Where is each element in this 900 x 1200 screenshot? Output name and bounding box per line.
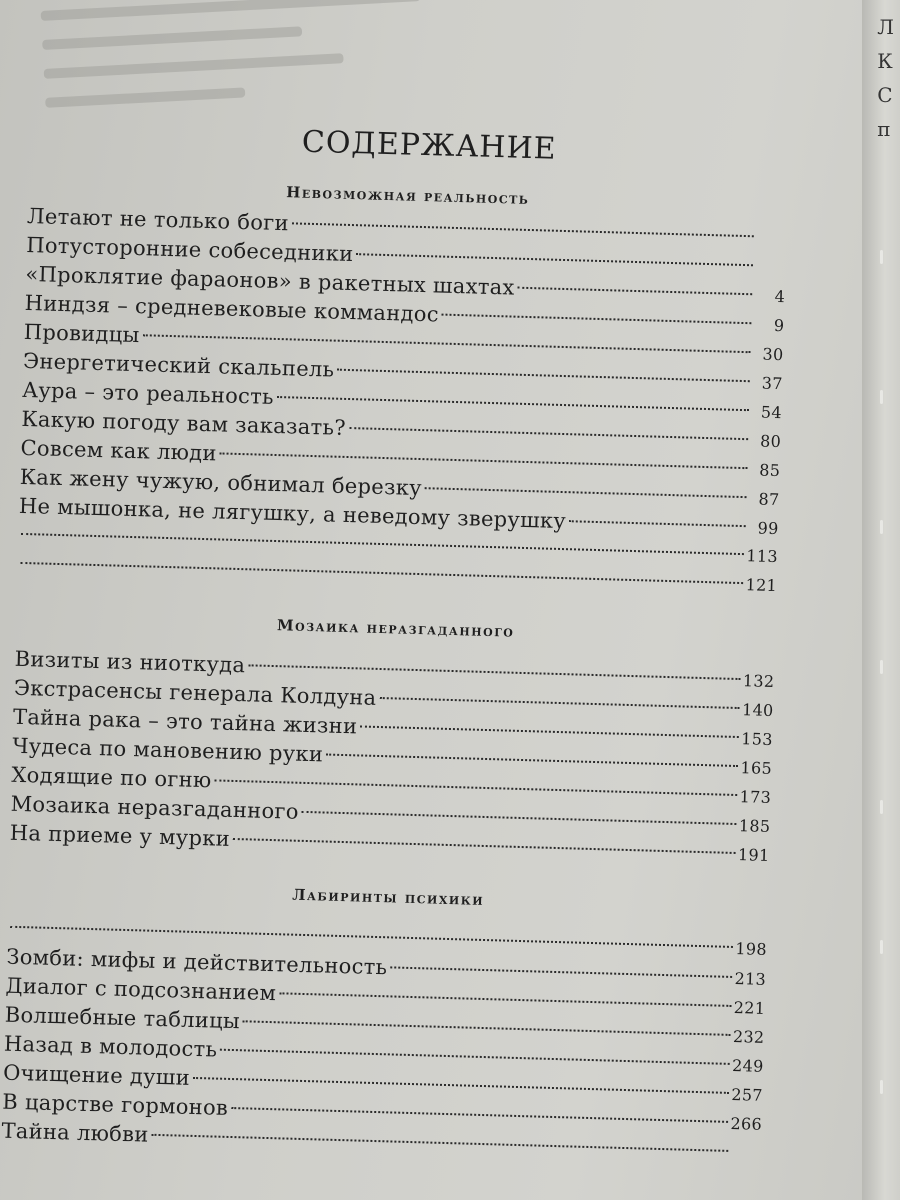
toc-entry-page: 4 <box>774 286 786 307</box>
toc-leader-dots <box>243 1020 730 1036</box>
binding-stitch <box>880 800 883 814</box>
toc-entry-title: В царстве гормонов <box>2 1089 229 1120</box>
toc-entry-page: 173 <box>739 787 772 807</box>
toc-leader-dots <box>360 725 738 738</box>
facing-page-letter: Л <box>877 15 894 39</box>
toc-entry-title: На приеме у мурки <box>9 820 231 851</box>
toc-leader-dots <box>518 287 753 296</box>
binding-stitch <box>880 250 883 264</box>
toc-entry-page: 266 <box>730 1113 763 1134</box>
bleed-through-text <box>40 0 745 110</box>
toc-entry-page: 249 <box>731 1055 764 1076</box>
toc-leader-dots <box>279 992 731 1007</box>
toc-entry-page: 30 <box>762 344 784 365</box>
toc-entry-page: 191 <box>737 845 770 865</box>
toc-entry-page: 257 <box>731 1084 764 1105</box>
toc-entry-title: «Проклятие фараонов» в ракетных шахтах <box>25 261 515 300</box>
toc-leader-dots <box>349 427 748 440</box>
toc-entry-title: Совсем как люди <box>20 435 218 466</box>
section-title: Лабиринты психики <box>291 885 485 909</box>
toc-entry-title: Тайна рака – это тайна жизни <box>12 704 358 739</box>
toc-entry-title: Какую погоду вам заказать? <box>21 406 347 440</box>
toc-entry-title: Диалог с подсознанием <box>5 973 277 1006</box>
toc-entry-page: 80 <box>759 431 782 452</box>
facing-page-letters <box>877 10 894 146</box>
facing-page-edge <box>862 0 900 1200</box>
section-title: Невозможная реальность <box>285 183 530 208</box>
toc-leader-dots <box>193 1077 729 1094</box>
toc-entry-page <box>756 272 786 273</box>
toc-leader-dots <box>215 779 737 796</box>
toc-entry-title: Провидцы <box>23 319 140 348</box>
toc-entry-title: Зомби: мифы и действительность <box>6 944 388 980</box>
toc-entry-page: 153 <box>741 729 774 749</box>
toc-leader-dots <box>302 811 736 825</box>
binding-stitch <box>880 1080 883 1094</box>
toc-leader-dots <box>233 838 735 854</box>
toc-leader-dots <box>569 520 746 527</box>
toc-entry-page <box>731 1158 761 1159</box>
toc-entry-title: Экстрасенсы генерала Колдуна <box>13 675 377 710</box>
toc-leader-dots <box>425 487 747 498</box>
toc-leader-dots <box>292 222 754 237</box>
toc-leader-dots <box>231 1107 728 1123</box>
toc-entry-page <box>757 243 787 244</box>
toc-entry-title: Потусторонние собеседники <box>25 232 354 267</box>
binding-stitch <box>880 940 883 954</box>
toc-entry-title: Чудеса по мановению руки <box>11 733 324 767</box>
toc-entry-page: 132 <box>742 671 775 692</box>
toc-entry-title: Волшебные таблицы <box>4 1002 241 1034</box>
toc-entry-title: Летают не только боги <box>26 203 290 236</box>
facing-page-letter: К <box>877 49 893 73</box>
toc-entry-page: 85 <box>759 460 781 481</box>
binding-stitch <box>880 660 883 674</box>
toc-entry-title: Не мышонка, не лягушку, а неведому зверушку <box>18 493 567 534</box>
toc-entry-title: Как жену чужую, обнимал березку <box>19 464 423 501</box>
toc-entry-title: Мозаика неразгаданного <box>10 791 300 824</box>
toc-entry-title: Визиты из ниоткуда <box>14 646 246 678</box>
toc-leader-dots <box>220 452 748 469</box>
toc-entry-title: Назад в молодость <box>3 1031 218 1062</box>
toc-entry-page: 140 <box>741 700 774 720</box>
facing-page-letter: п <box>877 117 891 141</box>
contents-title: СОДЕРЖАНИЕ <box>301 124 557 167</box>
toc-entry-page: 165 <box>740 758 773 778</box>
toc-entry-page: 9 <box>773 315 785 336</box>
table-of-contents <box>1 112 790 1167</box>
toc-leader-dots <box>337 369 749 383</box>
toc-entry-title: Энергетический скальпель <box>22 348 335 382</box>
section-title: Мозаика неразгаданного <box>276 616 515 641</box>
toc-entry-page: 232 <box>732 1026 765 1047</box>
toc-leader-dots <box>442 314 752 325</box>
toc-leader-dots <box>390 966 731 978</box>
toc-entry-title: Тайна любви <box>1 1118 149 1147</box>
toc-entry-title: Очищение души <box>2 1060 191 1090</box>
toc-leader-dots <box>356 253 753 266</box>
toc-entry-page: 221 <box>733 998 766 1018</box>
binding-stitch <box>880 390 883 404</box>
toc-leader-dots <box>379 697 739 709</box>
binding-stitch <box>880 520 883 534</box>
toc-entry-page: 99 <box>757 518 779 539</box>
toc-leader-dots <box>326 754 737 767</box>
toc-entry-title: Ниндзя – средневековые коммандос <box>24 290 440 327</box>
toc-leader-dots <box>248 664 740 680</box>
toc-entry-title: Ходящие по огню <box>11 762 212 793</box>
bleed-bar <box>45 87 245 107</box>
facing-page-letter: С <box>877 83 893 107</box>
toc-leader-dots <box>143 334 751 353</box>
toc-entry-page: 113 <box>746 546 779 567</box>
toc-entry-page: 213 <box>734 969 767 989</box>
toc-entry-page: 198 <box>735 939 768 959</box>
toc-entry-page: 87 <box>758 489 780 510</box>
contents-sections <box>1 158 788 1167</box>
toc-entry-page: 37 <box>761 373 783 394</box>
toc-entry-page: 185 <box>738 816 771 836</box>
toc-leader-dots <box>152 1134 729 1152</box>
toc-leader-dots <box>220 1049 729 1065</box>
toc-entry-title: Аура – это реальность <box>21 377 275 409</box>
toc-entry-page: 121 <box>745 575 778 596</box>
toc-leader-dots <box>277 396 749 411</box>
toc-entry-page: 54 <box>760 402 783 423</box>
